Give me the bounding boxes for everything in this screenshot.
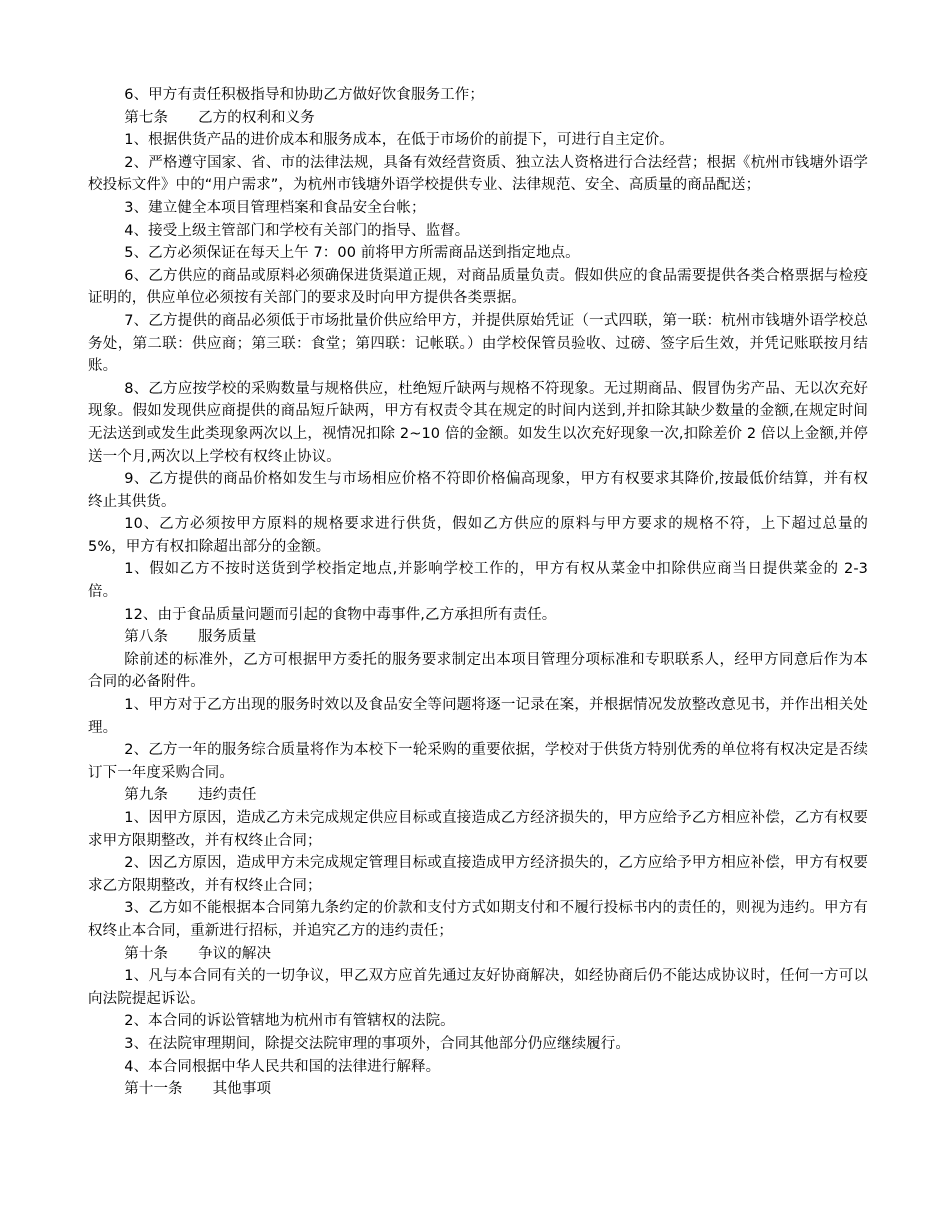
article-heading [88,784,868,807]
clause-paragraph: 10、乙方必须按甲方原料的规格要求进行供货，假如乙方供应的原料与甲方要求的规格不符，上下超过总量的 5%，甲方有权扣除超出部分的金额。 [88,516,868,555]
clause-paragraph: 6、甲方有责任积极指导和协助乙方做好饮食服务工作； [124,87,484,103]
article-number: 第八条 [124,629,169,646]
article-title: 乙方的权利和义务 [198,109,315,126]
clause-paragraph: 6、乙方供应的商品或原料必须确保进货渠道正规，对商品质量负责。假如供应的食品需要提供各类合格票据与检疫证明的，供应单位必须按有关部门的要求及时向甲方提供各类票据。 [88,267,868,307]
article-title: 其他事项 [212,1081,272,1098]
clause-paragraph: 3、建立健全本项目管理档案和食品安全台帐； [124,199,426,216]
clause-paragraph: 4、本合同根据中华人民共和国的法律进行解释。 [124,1058,441,1075]
clause-paragraph: 除前述的标准外，乙方可根据甲方委托的服务要求制定出本项目管理分项标准和专职联系人，经甲方同意后作为本合同的必备附件。 [88,651,868,691]
clause-paragraph: 8、乙方应按学校的采购数量与规格供应，杜绝短斤缺两与规格不符现象。无过期商品、假冒伪劣产品、无以次充好现象。假如发现供应商提供的商品短斤缺两，甲方有权责令其在规定的时间内送到,并扣除其缺少数量的金额,在规定时间无法送到或发生此类现象两次以上，视情况扣除 2~10 倍的金额。如发生以次充好现象一次,扣除差价 2 倍以上金额,并停送一个月,两次以上学校有权终止协议。 [88,380,868,465]
clause-paragraph: 1、假如乙方不按时送货到学校指定地点,并影响学校工作的，甲方有权从菜金中扣除供应商当日提供菜金的 2-3 倍。 [88,561,868,601]
contract-body [88,84,868,1101]
clause-paragraph: 5、乙方必须保证在每天上午 7：00 前将甲方所需商品送到指定地点。 [124,245,580,262]
article-heading [88,943,868,966]
article-title: 服务质量 [198,629,257,646]
clause-paragraph: 4、接受上级主管部门和学校有关部门的指导、监督。 [124,222,470,239]
clause-paragraph: 2、因乙方原因，造成甲方未完成规定管理目标或直接造成甲方经济损失的，乙方应给予甲方相应补偿，甲方有权要求乙方限期整改，并有权终止合同； [88,855,868,894]
clause-paragraph: 1、因甲方原因，造成乙方未完成规定供应目标或直接造成乙方经济损失的，甲方应给予乙方相应补偿，乙方有权要求甲方限期整改，并有权终止合同； [88,810,868,849]
clause-paragraph: 1、根据供货产品的进价成本和服务成本，在低于市场价的前提下，可进行自主定价。 [124,132,674,149]
article-heading [88,1078,868,1101]
clause-paragraph: 2、乙方一年的服务综合质量将作为本校下一轮采购的重要依据，学校对于供货方特别优秀的单位将有权决定是否续订下一年度采购合同。 [88,742,868,781]
article-heading [88,626,868,649]
clause-paragraph: 12、由于食品质量问题而引起的食物中毒事件,乙方承担所有责任。 [124,606,557,623]
clause-paragraph: 1、甲方对于乙方出现的服务时效以及食品安全等问题将逐一记录在案，并根据情况发放整改意见书，并作出相关处理。 [88,697,868,736]
article-heading [88,107,868,130]
clause-paragraph: 9、乙方提供的商品价格如发生与市场相应价格不符即价格偏高现象，甲方有权要求其降价,按最低价结算，并有权终止其供货。 [88,471,868,510]
clause-paragraph: 3、乙方如不能根据本合同第九条约定的价款和支付方式如期支付和不履行投标书内的责任的，则视为违约。甲方有权终止本合同，重新进行招标，并追究乙方的违约责任； [88,900,868,939]
article-number: 第九条 [124,787,169,804]
article-title: 争议的解决 [198,945,272,962]
article-number: 第十条 [124,945,169,962]
clause-paragraph: 2、严格遵守国家、省、市的法律法规，具备有效经营资质、独立法人资格进行合法经营；根据《杭州市钱塘外语学校投标文件》中的“用户需求”，为杭州市钱塘外语学校提供专业、法律规范、安全、高质量的商品配送； [88,154,868,194]
article-number: 第十一条 [124,1081,183,1098]
clause-paragraph: 2、本合同的诉讼管辖地为杭州市有管辖权的法院。 [124,1013,455,1030]
clause-paragraph: 3、在法院审理期间，除提交法院审理的事项外，合同其他部分仍应继续履行。 [124,1035,630,1052]
article-title: 违约责任 [198,787,257,804]
clause-paragraph: 1、凡与本合同有关的一切争议，甲乙双方应首先通过友好协商解决，如经协商后仍不能达成协议时，任何一方可以向法院提起诉讼。 [88,968,868,1007]
article-number: 第七条 [124,109,169,126]
clause-paragraph: 7、乙方提供的商品必须低于市场批量价供应给甲方，并提供原始凭证（一式四联，第一联：杭州市钱塘外语学校总务处，第二联：供应商；第三联：食堂；第四联：记帐联。）由学校保管员验收、过磅、签字后生效，并凭记账联按月结账。 [88,312,868,375]
